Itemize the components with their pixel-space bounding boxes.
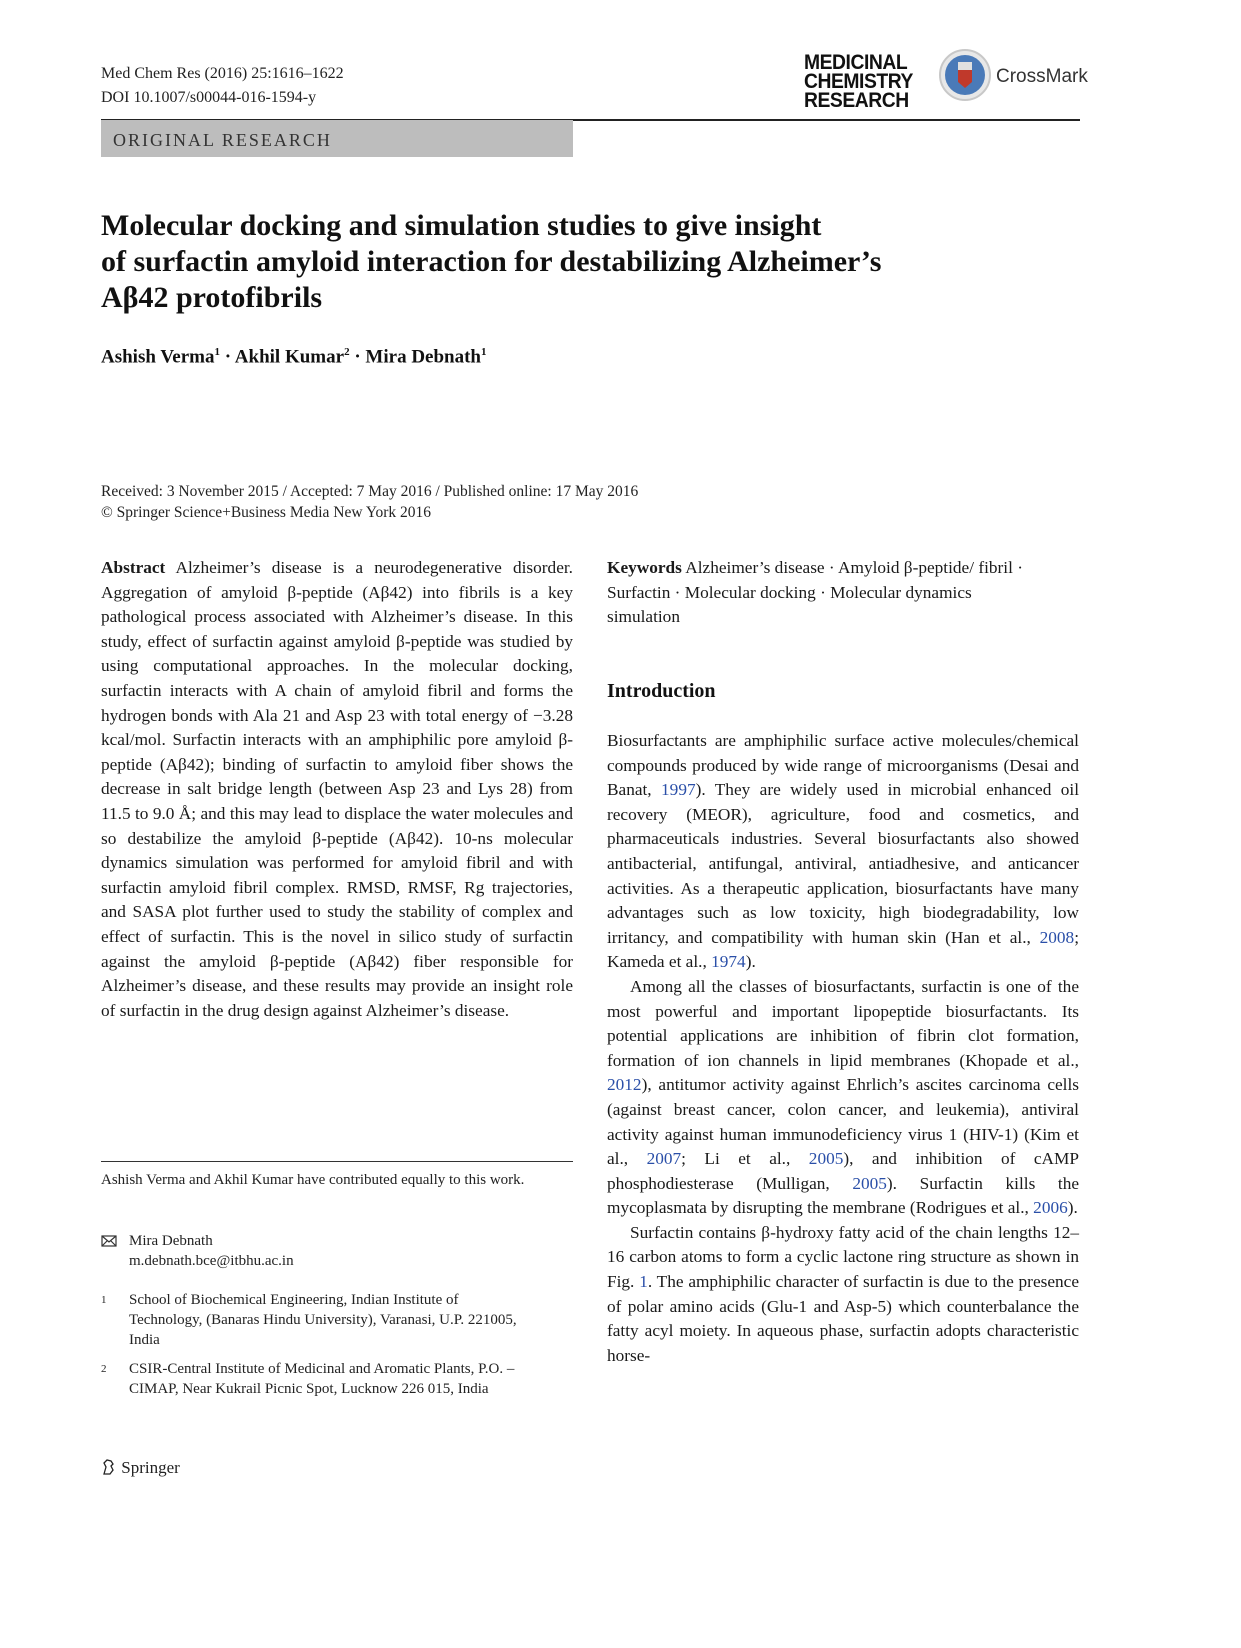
reference-link[interactable]: 1974 (711, 952, 746, 972)
journal-logo-line: RESEARCH (804, 89, 909, 112)
footnote-divider (101, 1161, 573, 1162)
author-name[interactable]: Mira Debnath (365, 346, 481, 368)
reference-link[interactable]: 2007 (646, 1149, 682, 1169)
affiliation-text: CSIR-Central Institute of Medicinal and Aromatic Plants, P.O. – CIMAP, Near Kukrail Picnic Spot, Lucknow 226 015, India (129, 1361, 515, 1397)
doi-line: DOI 10.1007/s00044-016-1594-y (101, 89, 317, 106)
crossmark-icon[interactable] (938, 48, 992, 102)
publication-dates (101, 481, 638, 523)
abstract-label: Abstract (101, 558, 166, 577)
text-run: ), antitumor activity against Ehrlich’s ascites carcinoma cells (against breast cancer, colon cancer, and leukemia), antiviral activity against human immunodeficiency virus 1 (HIV-1) (Kim et al., (607, 1075, 1079, 1169)
introduction-heading: Introduction (607, 680, 716, 702)
affiliation-number (101, 1290, 107, 1310)
crossmark-label[interactable]: CrossMark (996, 66, 1088, 87)
affiliation-number (101, 1359, 107, 1379)
copyright-line: © Springer Science+Business Media New York 2016 (101, 504, 432, 521)
affiliation-text: School of Biochemical Engineering, Indian Institute of Technology, (Banaras Hindu University), Varanasi, U.P. 221005, India (129, 1292, 517, 1348)
keywords (607, 556, 1047, 630)
journal-citation (101, 62, 344, 110)
paragraph (607, 1221, 1079, 1369)
mail-icon (101, 1231, 117, 1254)
title-line: Molecular docking and simulation studies to give insight (101, 209, 822, 242)
paragraph (607, 729, 1079, 975)
received-accepted-line: Received: 3 November 2015 / Accepted: 7 May 2016 / Published online: 17 May 2016 (101, 483, 639, 500)
paragraph (607, 975, 1079, 1221)
correspondent-email[interactable]: m.debnath.bce@itbhu.ac.in (129, 1253, 294, 1269)
reference-link[interactable]: 1997 (661, 780, 696, 800)
abstract-text: Alzheimer’s disease is a neurodegenerative disorder. Aggregation of amyloid β-peptide (Aβ42) into fibrils is a key pathological process associated with Alzheimer’s disease. In this study, effect of surfactin against amyloid β-peptide was studied by using computational approaches. In the molecular docking, surfactin interacts with A chain of amyloid fibril and forms the hydrogen bonds with Ala 21 and Asp 23 with total energy of −3.28 kcal/mol. Surfactin interacts with an amphiphilic pore amyloid β-peptide (Aβ42); binding of surfactin to amyloid fiber shows the decrease in salt bridge length (between Asp 23 and Lys 28) from 11.5 to 9.0 Å; and this may lead to displace the water molecules and so destabilize the amyloid β-peptide (Aβ42). 10-ns molecular dynamics simulation was performed for amyloid fibril and with surfactin amyloid fibril complex. RMSD, RMSF, Rg trajectories, and SASA plot further used to study the stability of complex and effect of surfactin. This is the novel in silico study of surfactin against the amyloid β-peptide (Aβ42) fiber responsible for Alzheimer’s disease, and these results may provide an insight role of surfactin in the drug design against Alzheimer’s disease. (101, 558, 573, 1020)
correspondent-name: Mira Debnath (129, 1233, 213, 1249)
title-line: of surfactin amyloid interaction for destabilizing Alzheimer’s (101, 245, 882, 278)
text-run: ; Li et al., (681, 1149, 809, 1169)
text-run: Biosurfactants are amphiphilic surface active molecules/chemical compounds produced by wide range of microorganisms (Desai and Banat, (607, 731, 1079, 800)
reference-link[interactable]: 2005 (808, 1149, 844, 1169)
author-affiliation-marker: 2 (344, 346, 350, 358)
journal-logo-line: MEDICINAL (804, 51, 908, 74)
affiliation-marker: 2 (101, 1363, 107, 1375)
author-name[interactable]: Akhil Kumar (234, 346, 345, 368)
reference-link[interactable]: 2006 (1033, 1198, 1068, 1218)
publisher-name: Springer (121, 1458, 180, 1477)
keywords-label: Keywords (607, 558, 682, 577)
text-run: Among all the classes of biosurfactants, surfactin is one of the most powerful and important lipopeptide biosurfactants. Its potential applications are inhibition of fibrin clot formation, formation of ion channels in lipid membranes (Khopade et al., (607, 976, 1079, 1070)
journal-logo-line: CHEMISTRY (804, 70, 913, 93)
text-run: ). (745, 952, 756, 972)
text-run: ). They are widely used in microbial enhanced oil recovery (MEOR), agriculture, food and cosmetics, and pharmaceuticals industries. Several biosurfactants also showed antibacterial, antifungal, antiviral, antiadhesive, and anticancer activities. As a therapeutic application, biosurfactants have many advantages such as low toxicity, high biodegradability, low irritancy, and compatibility with human skin (Han et al., (607, 780, 1079, 947)
figure-link[interactable]: 1 (639, 1272, 648, 1292)
keywords-text: Alzheimer’s disease · Amyloid β-peptide/ fibril · Surfactin · Molecular docking · Molecular dynamics simulation (607, 558, 1023, 627)
text-run: Surfactin contains β-hydroxy fatty acid of the chain lengths 12–16 carbon atoms to form a cyclic lactone ring structure as shown in Fig. (607, 1222, 1079, 1292)
author-affiliation-marker: 1 (214, 346, 220, 358)
springer-horse-icon (101, 1458, 117, 1476)
text-run: . The amphiphilic character of surfactin is due to the presence of polar amino acids (Glu-1 and Asp-5) which counterbalance the fatty acyl moiety. In aqueous phase, surfactin adopts characteristic horse- (607, 1272, 1079, 1365)
reference-link[interactable]: 2008 (1039, 927, 1075, 947)
reference-link[interactable]: 2012 (607, 1075, 642, 1095)
correspondence (129, 1231, 294, 1271)
citation-line: Med Chem Res (2016) 25:1616–1622 (101, 65, 344, 82)
text-run: ), and inhibition of cAMP phosphodiesterase (Mulligan, (607, 1149, 1080, 1193)
abstract (101, 556, 573, 1023)
article-title (101, 208, 1081, 316)
introduction-body (607, 729, 1079, 1368)
contribution-note: Ashish Verma and Akhil Kumar have contributed equally to this work. (101, 1172, 525, 1188)
article-type-badge: ORIGINAL RESEARCH (101, 120, 573, 157)
text-run: ). Surfactin kills the mycoplasmata by disrupting the membrane (Rodrigues et al., (607, 1173, 1080, 1218)
publisher-footer (101, 1458, 180, 1478)
reference-link[interactable]: 2005 (852, 1173, 887, 1193)
affiliation-marker: 1 (101, 1294, 107, 1306)
text-run: ). (1067, 1198, 1078, 1218)
author-separator: · (349, 346, 366, 368)
text-run: ; Kameda et al., (607, 927, 1079, 972)
author-name[interactable]: Ashish Verma (101, 346, 215, 368)
journal-logo (804, 53, 913, 110)
author-list (101, 346, 487, 368)
author-affiliation-marker: 1 (481, 346, 487, 358)
author-separator: · (220, 346, 235, 368)
title-line: Aβ42 protofibrils (101, 281, 323, 314)
